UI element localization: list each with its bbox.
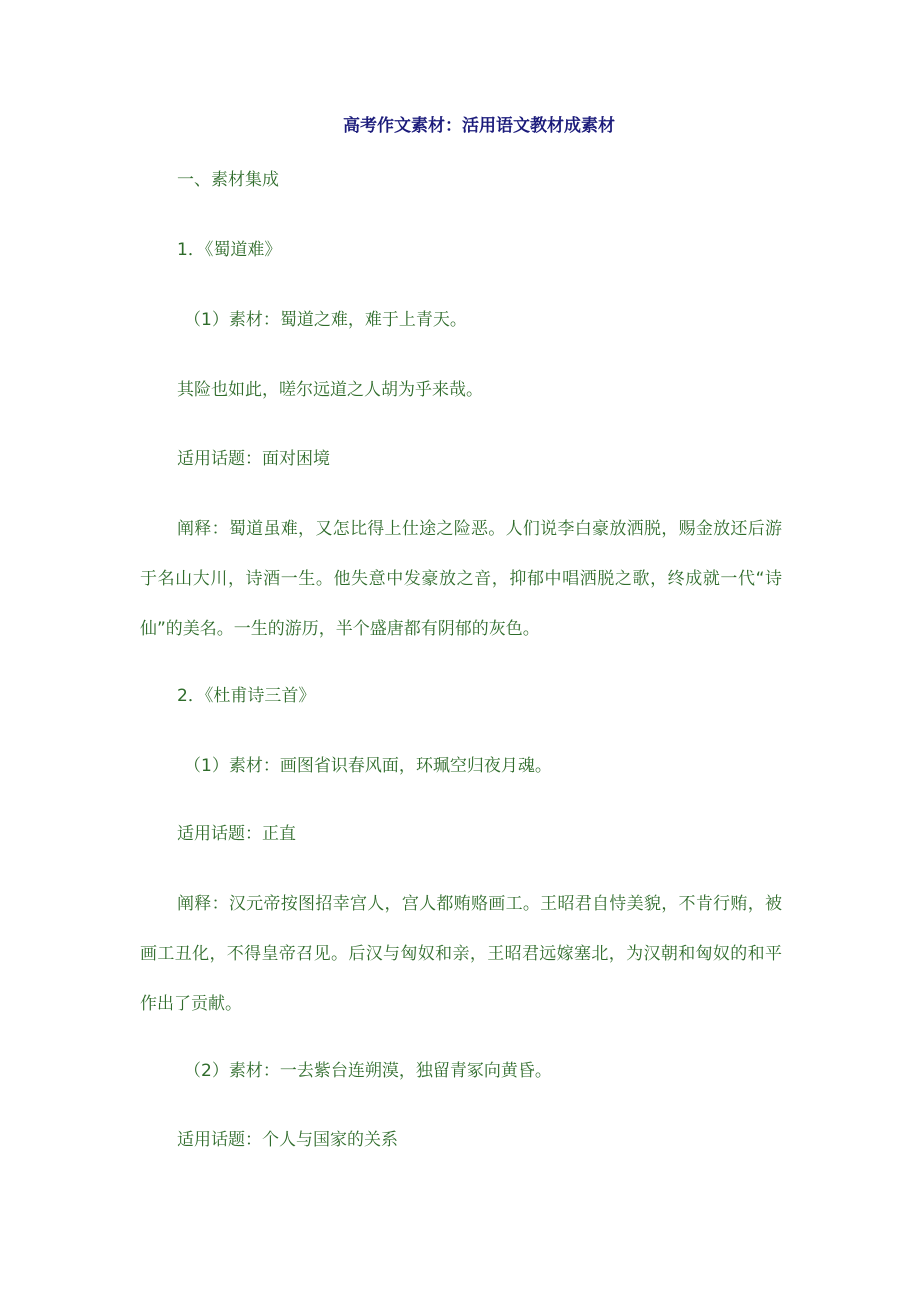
topic-text: 适用话题：面对困境 bbox=[177, 449, 330, 469]
topic-text: 适用话题：正直 bbox=[177, 824, 296, 844]
explanation-paragraph: 阐释：汉元帝按图招幸宫人，宫人都贿赂画工。王昭君自恃美貌，不肯行贿，被画工丑化，不得皇帝召见。后汉与匈奴和亲，王昭君远嫁塞北，为汉朝和匈奴的和平作出了贡献。 bbox=[140, 894, 782, 1014]
item-heading-shudaonan: 1．《蜀道难》 bbox=[177, 240, 282, 260]
material-text-continued: 其险也如此，嗟尔远道之人胡为乎来哉。 bbox=[177, 380, 483, 400]
material-text: （1）素材：蜀道之难，难于上青天。 bbox=[184, 310, 467, 330]
material-text: （2）素材：一去紫台连朔漠，独留青冢向黄昏。 bbox=[184, 1061, 552, 1081]
document-title: 高考作文素材：活用语文教材成素材 bbox=[343, 116, 615, 136]
explanation-paragraph: 阐释：蜀道虽难，又怎比得上仕途之险恶。人们说李白豪放洒脱，赐金放还后游于名山大川，诗酒一生。他失意中发豪放之音，抑郁中唱洒脱之歌，终成就一代“诗仙”的美名。一生的游历，半个盛唐都有阴郁的灰色。 bbox=[140, 519, 782, 639]
section-heading: 一、素材集成 bbox=[177, 170, 279, 190]
material-text: （1）素材：画图省识春风面，环珮空归夜月魂。 bbox=[184, 756, 552, 776]
topic-text: 适用话题：个人与国家的关系 bbox=[177, 1130, 398, 1150]
item-heading-dufu: 2．《杜甫诗三首》 bbox=[177, 686, 316, 706]
